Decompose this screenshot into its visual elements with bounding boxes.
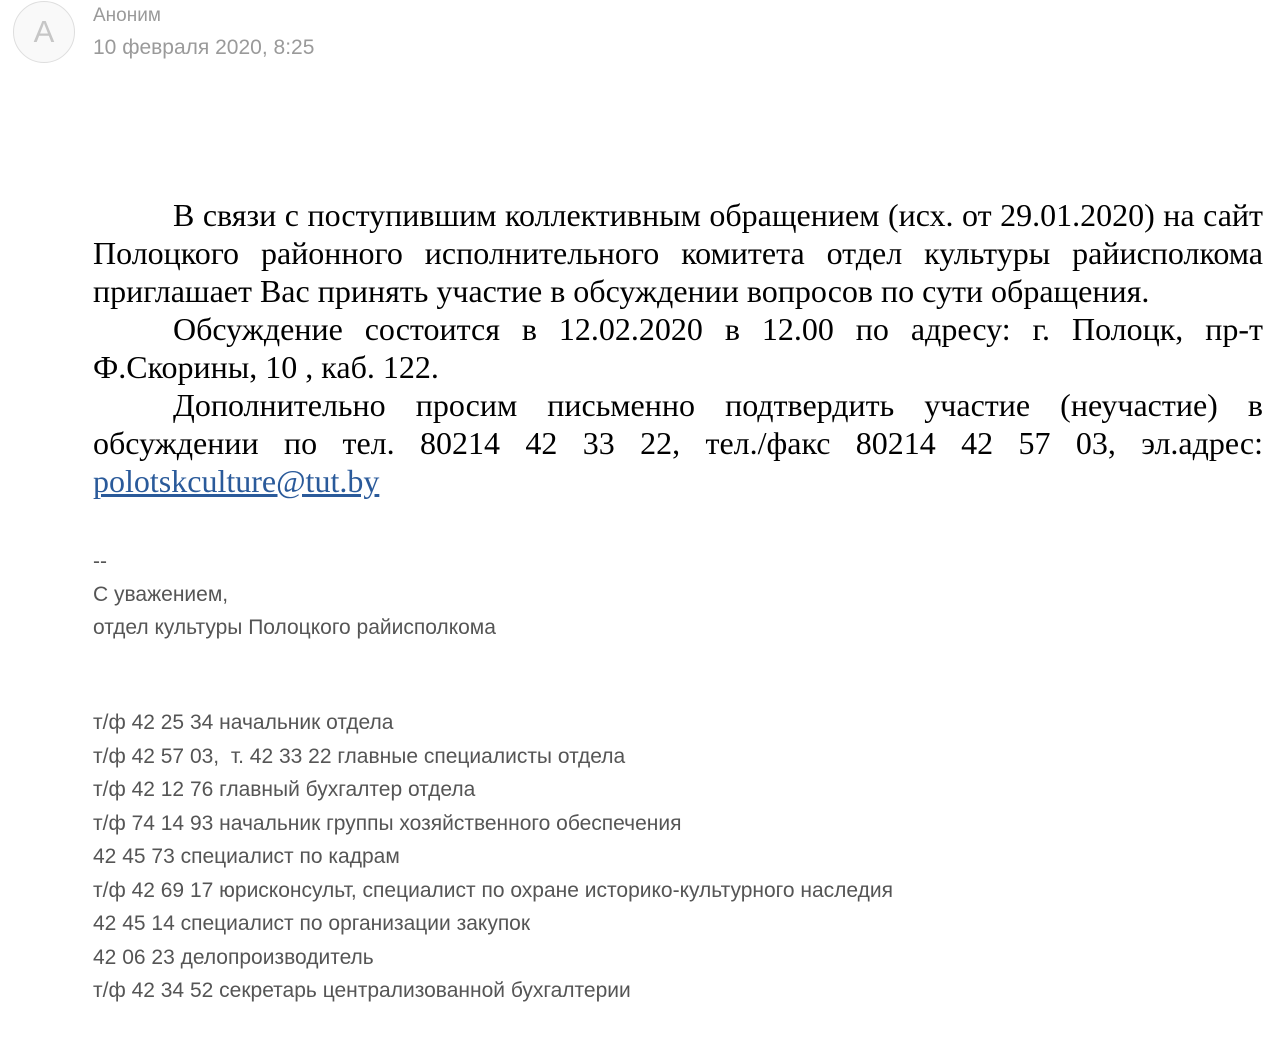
signature-organization: отдел культуры Полоцкого райисполкома: [93, 616, 496, 639]
contact-line: 42 06 23 делопроизводитель: [93, 945, 374, 969]
contact-line: т/ф 74 14 93 начальник группы хозяйственного обеспечения: [93, 811, 682, 835]
contact-line: 42 45 73 специалист по кадрам: [93, 845, 400, 868]
contact-line: 42 45 14 специалист по организации закупок: [93, 912, 531, 935]
contact-line: т/ф 42 69 17 юрисконсульт, специалист по охране историко-культурного наследия: [93, 878, 893, 902]
signature-block: [93, 545, 1263, 1008]
header-meta: [93, 0, 314, 61]
email-link[interactable]: polotskculture@tut.by: [93, 463, 380, 499]
paragraph-confirmation-text: Дополнительно просим письменно подтвердить участие (неучастие) в обсуждении по тел. 80214 42 33 22, тел./факс 80214 42 57 03, эл.адрес:: [93, 387, 1263, 461]
timestamp: 10 февраля 2020, 8:25: [93, 36, 315, 59]
signature-greeting: С уважением,: [93, 583, 229, 606]
avatar: [13, 1, 75, 63]
contact-line: т/ф 42 12 76 главный бухгалтер отдела: [93, 778, 476, 801]
paragraph-invitation: В связи с поступившим коллективным обращением (исх. от 29.01.2020) на сайт Полоцкого районного исполнительного комитета отдел культуры райисполкома приглашает Вас принять участие в обсуждении вопросов по сути обращения.: [93, 197, 1263, 309]
author-name: Аноним: [93, 5, 161, 26]
contact-list: [93, 706, 1263, 1008]
contact-line: т/ф 42 57 03, т. 42 33 22 главные специалисты отдела: [93, 744, 626, 768]
paragraph-confirmation: [93, 386, 1263, 500]
contact-line: т/ф 42 25 34 начальник отдела: [93, 711, 394, 734]
avatar-letter: А: [33, 14, 55, 49]
contact-line: т/ф 42 34 52 секретарь централизованной бухгалтерии: [93, 979, 631, 1002]
paragraph-meeting-details: Обсуждение состоится в 12.02.2020 в 12.00 по адресу: г. Полоцк, пр-т Ф.Скорины, 10 , каб. 122.: [93, 311, 1263, 385]
message-body: [93, 196, 1263, 500]
comment-header: [13, 0, 314, 63]
signature-separator: --: [93, 550, 107, 573]
